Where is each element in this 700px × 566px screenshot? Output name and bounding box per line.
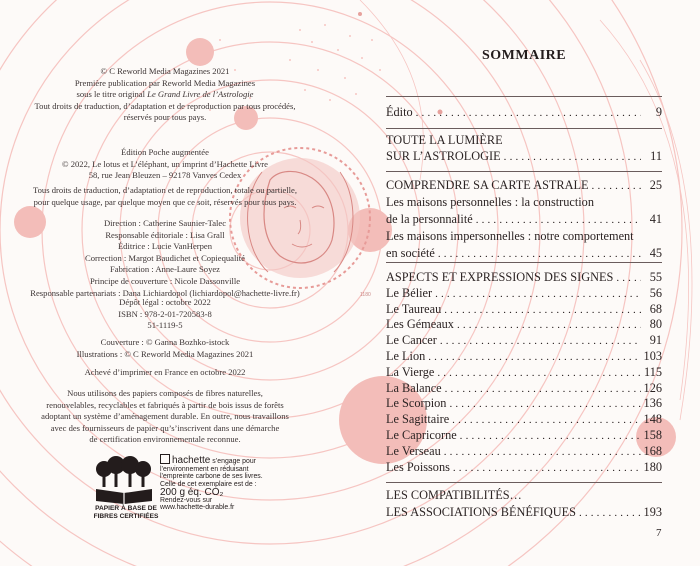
planet-top (186, 38, 214, 66)
toc-entry-page: 136 (643, 396, 662, 411)
toc-entry-label: La Balance (386, 380, 442, 395)
fsc-label-line-2: FIBRES CERTIFIÉES (93, 513, 159, 520)
toc-entry-page: 115 (644, 364, 662, 379)
colophon-paper-notice (0, 388, 330, 446)
colophon-credits (0, 218, 330, 299)
toc-entry-sign[interactable] (386, 412, 662, 428)
dot-leader (453, 460, 641, 475)
credit-cover: Principe de couverture : Nicole Dassonville (89, 275, 241, 286)
toc-entry-label: de la personnalité (386, 212, 473, 226)
paper-notice-5: de certification environnementale reconnue. (89, 434, 241, 445)
toc-entry-maisons-personnelles[interactable] (386, 195, 662, 229)
rights-notice-2: pour quelque usage, par quelque moyen que ce soit, réservés pour tous pays. (33, 196, 297, 207)
colophon-print (0, 367, 330, 379)
toc-entry-sign[interactable] (386, 460, 662, 476)
original-title: Le Grand Livre de l’Astrologie (147, 89, 254, 100)
toc-entry-page: 103 (643, 348, 662, 363)
dot-leader (416, 105, 641, 120)
toc-entry-sign[interactable] (386, 317, 662, 333)
dot-leader (579, 505, 641, 520)
rights-line-2: réservés pour tous pays. (123, 112, 207, 123)
toc-part-1-subtitle: SUR L’ASTROLOGIE (386, 148, 501, 163)
fsc-label-line-1: PAPIER À BASE DE (95, 505, 157, 512)
toc-entry-label: Les Gémeaux (386, 317, 454, 332)
dot-leader (452, 412, 640, 427)
toc-entry-page: 168 (643, 443, 662, 458)
hachette-carbon-block (160, 454, 280, 512)
toc-entry-sign[interactable] (386, 396, 662, 412)
toc-entry-page: 41 (649, 212, 662, 226)
toc-entry-page: 45 (649, 246, 662, 260)
dot-leader (616, 270, 641, 285)
toc-entry-sign[interactable] (386, 333, 662, 349)
illustration-label: 1180 (360, 292, 371, 298)
paper-notice-4: avec des fournisseurs de papier qu’s’inscrivent dans une démarche (50, 422, 280, 433)
credit-editorial: Responsable éditoriale : Lisa Grall (105, 229, 225, 240)
toc-entry-label: Le Sagittaire (386, 412, 450, 427)
toc-entry-line (386, 229, 662, 246)
toc-entry-page: 126 (643, 380, 662, 395)
copyright-line: © C Reworld Media Magazines 2021 (100, 66, 230, 76)
toc-signs-list (386, 286, 662, 476)
colophon-illustration-credits (0, 337, 330, 360)
hachette-footer-1: Rendez-vous sur (160, 496, 213, 504)
rights-line: Tout droits de traduction, d’adaptation et de reproduction par tous procédés, (34, 100, 296, 111)
credit-direction: Direction : Catherine Saunier-Talec (103, 218, 227, 228)
dot-leader (449, 396, 640, 411)
reference-code: 51-1119-5 (147, 320, 183, 331)
toc-entry-page: 80 (649, 317, 662, 332)
toc-title: SOMMAIRE (482, 48, 567, 63)
colophon-block-3 (0, 185, 330, 208)
hachette-logo-icon (160, 454, 170, 464)
toc-entry-line (386, 212, 662, 229)
toc-entry-sign[interactable] (386, 381, 662, 397)
toc-entry-aspects[interactable] (386, 270, 662, 286)
toc-entry-label: Le Scorpion (386, 396, 447, 411)
toc-entry-carte-astrale[interactable] (386, 178, 662, 195)
toc-divider (386, 171, 662, 172)
toc-entry-label: La Vierge (386, 364, 435, 379)
dot-leader (457, 317, 641, 332)
toc-entry-sign[interactable] (386, 286, 662, 302)
original-title-line (0, 89, 330, 101)
toc-entry-line (386, 195, 662, 212)
legal-deposit: Dépôt légal : octobre 2022 (119, 297, 211, 307)
hachette-line-4: Celle de cet exemplaire est de : (160, 481, 257, 489)
toc-part-4[interactable] (386, 488, 662, 522)
print-date: Achevé d’imprimer en France en octobre 2022 (84, 367, 246, 377)
toc-entry-line (386, 246, 662, 263)
dot-leader (437, 365, 641, 380)
toc-entry-label: Le Capricorne (386, 427, 457, 442)
hachette-line-3: l’empreinte carbone de ses livres. (160, 473, 263, 481)
toc-entry-label: COMPRENDRE SA CARTE ASTRALE (386, 178, 589, 192)
toc-part-4-title: LES COMPATIBILITÉS… (386, 488, 522, 502)
toc-entry-label: en société (386, 246, 435, 260)
toc-part-4-page: 193 (643, 505, 662, 519)
toc-part-4-line-1 (386, 488, 662, 505)
toc-entry-page: 55 (649, 270, 662, 284)
toc-part-1-line-2 (386, 149, 662, 165)
toc-entry-sign[interactable] (386, 302, 662, 318)
toc-entry-page: 91 (649, 333, 662, 348)
first-publication-line: Première publication par Reworld Media Magazines (74, 77, 256, 88)
toc-entry-label: Le Taureau (386, 301, 442, 316)
toc-entry-page: 180 (643, 459, 662, 474)
toc-entry-label: Le Lion (386, 348, 426, 363)
toc-part-1[interactable] (386, 133, 662, 165)
toc-entry-label: Les maisons personnelles : la construction (386, 195, 594, 209)
toc-part-4-line-2 (386, 505, 662, 522)
credit-editor: Éditrice : Lucie VanHerpen (117, 241, 213, 252)
original-title-prefix: sous le titre original (76, 89, 146, 100)
illustration-credit: Illustrations : © C Reworld Media Magazines 2021 (76, 348, 254, 359)
toc-entry-page: 56 (649, 285, 662, 300)
toc-entry-page: 25 (649, 178, 662, 192)
certified-fibres-label (86, 505, 166, 521)
toc-entry-label: Le Cancer (386, 333, 437, 348)
toc-entry-label: ASPECTS ET EXPRESSIONS DES SIGNES (386, 270, 614, 284)
hachette-line-2: l’environnement en réduisant (160, 465, 249, 473)
hachette-brand: hachette (172, 455, 211, 466)
hachette-line-1: s’engage pour (212, 458, 256, 465)
credit-correction: Correction : Margot Baudichet et Copiequalité (85, 252, 245, 263)
toc-entry-sign[interactable] (386, 365, 662, 381)
colophon-block-1 (0, 66, 330, 124)
toc-divider (386, 262, 662, 263)
toc-entry-label: Les Poissons (386, 459, 450, 474)
colophon-block-2 (0, 147, 330, 182)
toc-entry-edito[interactable] (386, 105, 662, 122)
toc-part-1-page: 11 (650, 148, 662, 163)
toc-entry-page: 68 (649, 301, 662, 316)
hachette-website-link[interactable]: www.hachette-durable.fr (160, 504, 235, 512)
toc-entry-page: 158 (643, 427, 662, 442)
cover-credit: Couverture : © Ganna Bozhko-istock (100, 337, 230, 347)
paper-notice-3: adoptant un système d’aménagement durable. En outre, nous travaillons (41, 411, 289, 422)
toc-part-1-title: TOUTE LA LUMIÈRE (386, 133, 503, 147)
toc-entry-label: Édito (386, 105, 413, 119)
paper-notice-2: renouvelables, recyclables et fabriqués à partir de bois issus de forêts (46, 399, 284, 410)
credit-fabrication: Fabrication : Anne-Laure Soyez (109, 264, 220, 275)
address-line: 58, rue Jean Bleuzen – 92178 Vanves Cedex (88, 170, 242, 181)
toc-entry-label: Le Verseau (386, 443, 441, 458)
toc-divider (386, 128, 662, 129)
edition-line: Édition Poche augmentée (121, 147, 209, 157)
dot-leader (460, 428, 641, 443)
dot-leader (445, 381, 641, 396)
toc-part-4-subtitle: LES ASSOCIATIONS BÉNÉFIQUES (386, 505, 576, 519)
dot-leader (435, 286, 641, 301)
colophon-legal (0, 297, 330, 332)
dot-leader (476, 212, 641, 227)
dot-leader (504, 149, 641, 164)
dot-leader (428, 349, 640, 364)
toc-edito (386, 105, 662, 122)
dot-leader (438, 246, 641, 261)
toc-entry-page: 148 (643, 412, 662, 427)
carbon-amount: 200 g éq. CO₂ (160, 486, 224, 498)
toc-divider (386, 96, 662, 97)
dot-leader (444, 444, 641, 459)
credit-partnerships: Responsable partenariats : Dana Lichiardopol (lichiardopol@hachette-livre.fr) (30, 287, 300, 298)
toc-entry-maisons-impersonnelles[interactable] (386, 229, 662, 263)
publisher-line: © 2022, Le lotus et L’éléphant, un imprint d’Hachette Livre (62, 158, 268, 169)
toc-entry-label: Le Bélier (386, 285, 433, 300)
page-number: 7 (656, 527, 662, 539)
toc-entry-sign[interactable] (386, 444, 662, 460)
toc-entry-page: 9 (655, 105, 662, 119)
certified-fibres-logo-icon (92, 455, 156, 505)
dot-leader (592, 178, 641, 193)
dot-leader (440, 333, 641, 348)
toc-entry-sign[interactable] (386, 349, 662, 365)
toc-part-1-line-1 (386, 133, 662, 149)
rights-notice-1: Tous droits de traduction, d’adaptation et de reproduction, totale ou partielle, (32, 185, 298, 195)
toc-divider (386, 482, 662, 483)
toc-entry-label: Les maisons impersonnelles : notre comportement (386, 229, 634, 243)
dot-leader (444, 302, 641, 317)
toc-entry-sign[interactable] (386, 428, 662, 444)
paper-notice-1: Nous utilisons des papiers composés de fibres naturelles, (67, 388, 263, 398)
toc-part-2 (386, 178, 662, 263)
isbn: ISBN : 978-2-01-720583-8 (118, 308, 212, 319)
toc-part-3 (386, 270, 662, 475)
